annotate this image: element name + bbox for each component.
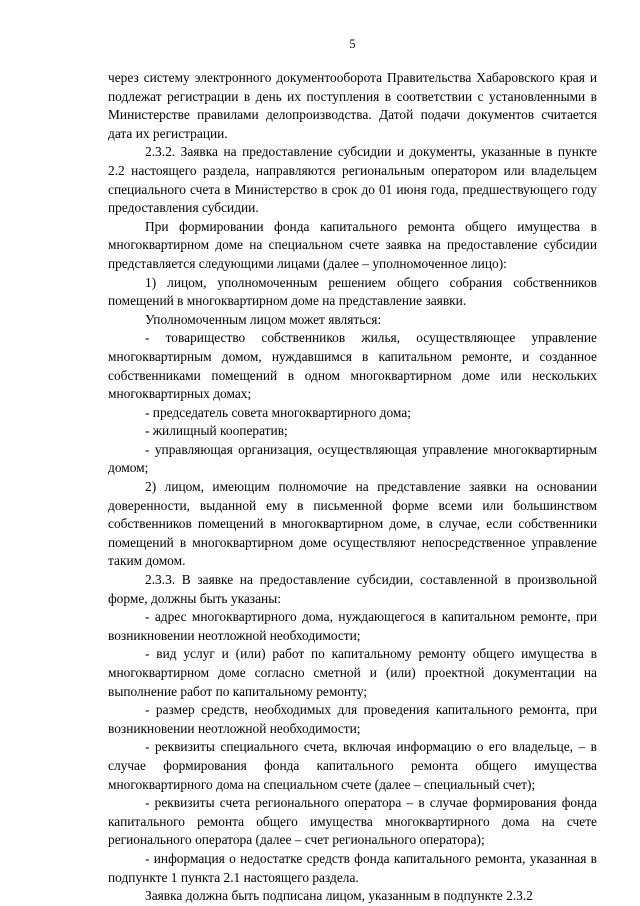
- list-item: - размер средств, необходимых для проведения капитального ремонта, при возникновении неотложной необходимости;: [108, 702, 597, 736]
- list-item: - вид услуг и (или) работ по капитальному ремонту общего имущества в многоквартирном доме согласно сметной и (или) проектной документации на выполнение работ по капитальному ремонту;: [108, 646, 597, 699]
- paragraph: Уполномоченным лицом может являться:: [145, 311, 382, 327]
- list-item: - жилищный кооператив;: [145, 423, 288, 439]
- paragraph: При формировании фонда капитального ремонта общего имущества в многоквартирном доме на специальном счете заявка на предоставление субсидии представляется следующими лицами (далее – уполномоченное лицо):: [108, 218, 597, 271]
- document-body: [108, 69, 597, 906]
- list-item: - информация о недостатке средств фонда капитального ремонта, указанная в подпункте 1 пункта 2.1 настоящего раздела.: [108, 850, 597, 885]
- list-item: - реквизиты специального счета, включая информацию о его владельце, – в случае формирования фонда капитального ремонта общего имущества многоквартирного дома на специальном счете (далее – специальный счет);: [108, 739, 597, 792]
- paragraph: 1) лицом, уполномоченным решением общего собрания собственников помещений в многоквартирном доме на представление заявки.: [108, 274, 597, 309]
- paragraph: 2.3.3. В заявке на предоставление субсидии, составленной в произвольной форме, должны быть указаны:: [108, 572, 597, 606]
- paragraph: Заявка должна быть подписана лицом, указанным в подпункте 2.3.2: [145, 888, 533, 904]
- list-item: - реквизиты счета регионального оператора – в случае формирования фонда капитального ремонта общего имущества многоквартирного дома на счете регионального оператора (далее – счет регионального оператора);: [108, 795, 597, 848]
- list-item: - председатель совета многоквартирного дома;: [145, 404, 411, 420]
- page-number: 5: [349, 37, 356, 51]
- list-item: - адрес многоквартирного дома, нуждающегося в капитальном ремонте, при возникновении неотложной необходимости;: [108, 609, 597, 643]
- paragraph: 2.3.2. Заявка на предоставление субсидии и документы, указанные в пункте 2.2 настоящего раздела, направляются региональным оператором или владельцем специального счета в Министерство в срок до 01 июня года, предшествующего году предоставления субсидии.: [108, 144, 597, 216]
- paragraph: через систему электронного документооборота Правительства Хабаровского края и подлежат регистрации в день их поступления в соответствии с установленными в Министерстве правилами делопроизводства. Датой подачи документов считается дата их регистрации.: [108, 70, 597, 141]
- paragraph: 2) лицом, имеющим полномочие на представление заявки на основании доверенности, выданной ему в письменной форме всеми или большинством собственников помещений в многоквартирном доме, в случае, если собственники помещений в многоквартирном доме осуществляют непосредственное управление таким домом.: [108, 479, 597, 569]
- list-item: - товарищество собственников жилья, осуществляющее управление многоквартирным домом, нуждавшимся в капитальном ремонте, и созданное собственниками помещений в одном многоквартирном доме или нескольких многоквартирных домах;: [108, 330, 597, 402]
- list-item: - управляющая организация, осуществляющая управление многоквартирным домом;: [108, 441, 597, 476]
